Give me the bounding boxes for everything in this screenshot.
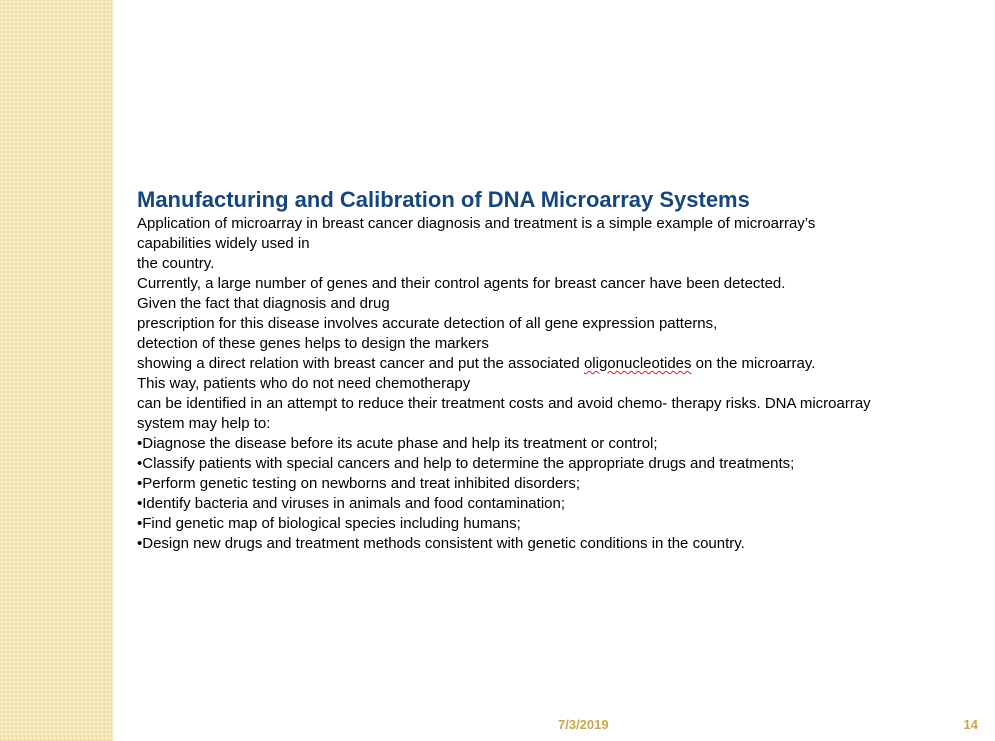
bullet-item: •Identify bacteria and viruses in animals and food contamination; (137, 495, 565, 512)
slide-number: 14 (963, 717, 978, 732)
body-line: prescription for this disease involves accurate detection of all gene expression patterns, (137, 315, 718, 332)
slide-title: Manufacturing and Calibration of DNA Microarray Systems (137, 187, 750, 212)
body-line: the country. (137, 255, 215, 272)
bullet-item: •Find genetic map of biological species including humans; (137, 515, 521, 532)
side-band-edge (111, 0, 114, 741)
decorative-side-band (0, 0, 111, 741)
body-line: can be identified in an attempt to reduce their treatment costs and avoid chemo- therapy risks. DNA microarray (137, 395, 871, 412)
slide-content (137, 186, 967, 554)
body-line-spellcheck (137, 354, 967, 374)
body-line: detection of these genes helps to design the markers (137, 335, 489, 352)
footer-date: 7/3/2019 (558, 717, 609, 732)
bullet-item: •Diagnose the disease before its acute phase and help its treatment or control; (137, 435, 658, 452)
body-line: system may help to: (137, 415, 271, 432)
bullet-item: •Classify patients with special cancers and help to determine the appropriate drugs and treatments; (137, 455, 795, 472)
body-line: capabilities widely used in (137, 235, 310, 252)
body-line: Application of microarray in breast cancer diagnosis and treatment is a simple example of microarray’s (137, 215, 816, 232)
body-line: Currently, a large number of genes and their control agents for breast cancer have been detected. (137, 275, 786, 292)
body-line: This way, patients who do not need chemotherapy (137, 375, 471, 392)
line-text-after: on the microarray. (691, 355, 816, 372)
bullet-item: •Design new drugs and treatment methods consistent with genetic conditions in the country. (137, 535, 745, 552)
line-text-before: showing a direct relation with breast cancer and put the associated (137, 355, 584, 372)
misspelled-word[interactable]: oligonucleotides (583, 355, 692, 372)
bullet-item: •Perform genetic testing on newborns and treat inhibited disorders; (137, 475, 580, 492)
body-text (137, 214, 967, 554)
body-line: Given the fact that diagnosis and drug (137, 295, 390, 312)
